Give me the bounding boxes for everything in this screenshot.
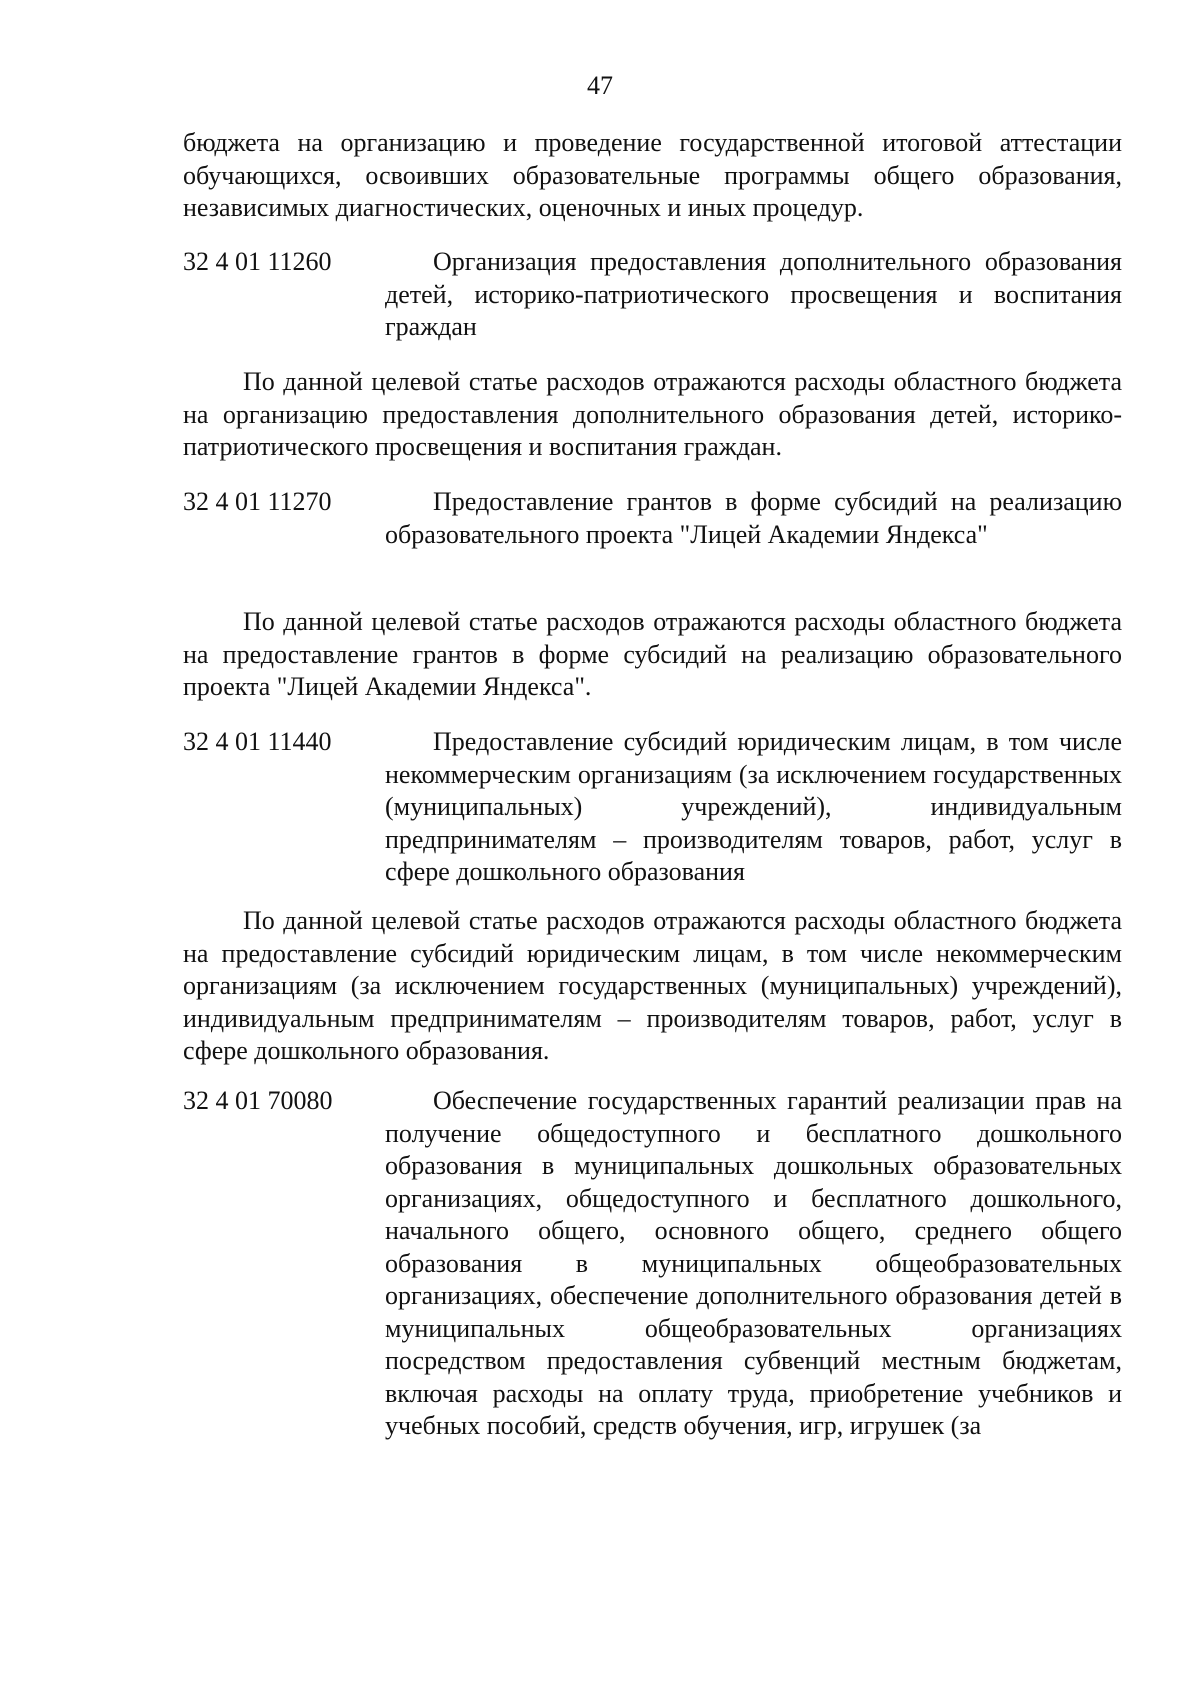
- entry-code: 32 4 01 11260: [183, 247, 332, 276]
- entry-description: По данной целевой статье расходов отражаются расходы областного бюджета на организацию предоставления дополнительного образования детей, историко-патриотического просвещения и воспитания граждан.: [183, 367, 1122, 461]
- entry-description: По данной целевой статье расходов отражаются расходы областного бюджета на предоставление грантов в форме субсидий на реализацию образовательного проекта "Лицей Академии Яндекса".: [183, 607, 1122, 701]
- entry-title: Организация предоставления дополнительного образования детей, историко-патриотического просвещения и воспитания граждан: [385, 247, 1122, 341]
- entry-description: По данной целевой статье расходов отражаются расходы областного бюджета на предоставление субсидий юридическим лицам, в том числе некоммерческим организациям (за исключением государственных (муниципальных) учреждений), индивидуальным предпринимателям – производителям товаров, работ, услуг в сфере дошкольного образования.: [183, 906, 1122, 1065]
- entry-title: Обеспечение государственных гарантий реализации прав на получение общедоступного и бесплатного дошкольного образования в муниципальных дошкольных образовательных организациях, общедоступного и бесплатного дошкольного, начального общего, основного общего, среднего общего образования в муниципальных общеобразовательных организациях, обеспечение дополнительного образования детей в муниципальных общеобразовательных организациях посредством предоставления субвенций местным бюджетам, включая расходы на оплату труда, приобретение учебников и учебных пособий, средств обучения, игр, игрушек (за: [385, 1086, 1122, 1440]
- intro-paragraph: бюджета на организацию и проведение государственной итоговой аттестации обучающихся, освоивших образовательные программы общего образования, независимых диагностических, оценочных и иных процедур.: [183, 128, 1122, 222]
- page-number: 47: [587, 71, 613, 100]
- entry-code: 32 4 01 70080: [183, 1086, 333, 1115]
- entry-code: 32 4 01 11440: [183, 727, 332, 756]
- entry-title: Предоставление грантов в форме субсидий на реализацию образовательного проекта "Лицей Академии Яндекса": [385, 487, 1122, 549]
- entry-code: 32 4 01 11270: [183, 487, 332, 516]
- entry-title: Предоставление субсидий юридическим лицам, в том числе некоммерческим организациям (за исключением государственных (муниципальных) учреждений), индивидуальным предпринимателям – производителям товаров, работ, услуг в сфере дошкольного образования: [385, 727, 1122, 886]
